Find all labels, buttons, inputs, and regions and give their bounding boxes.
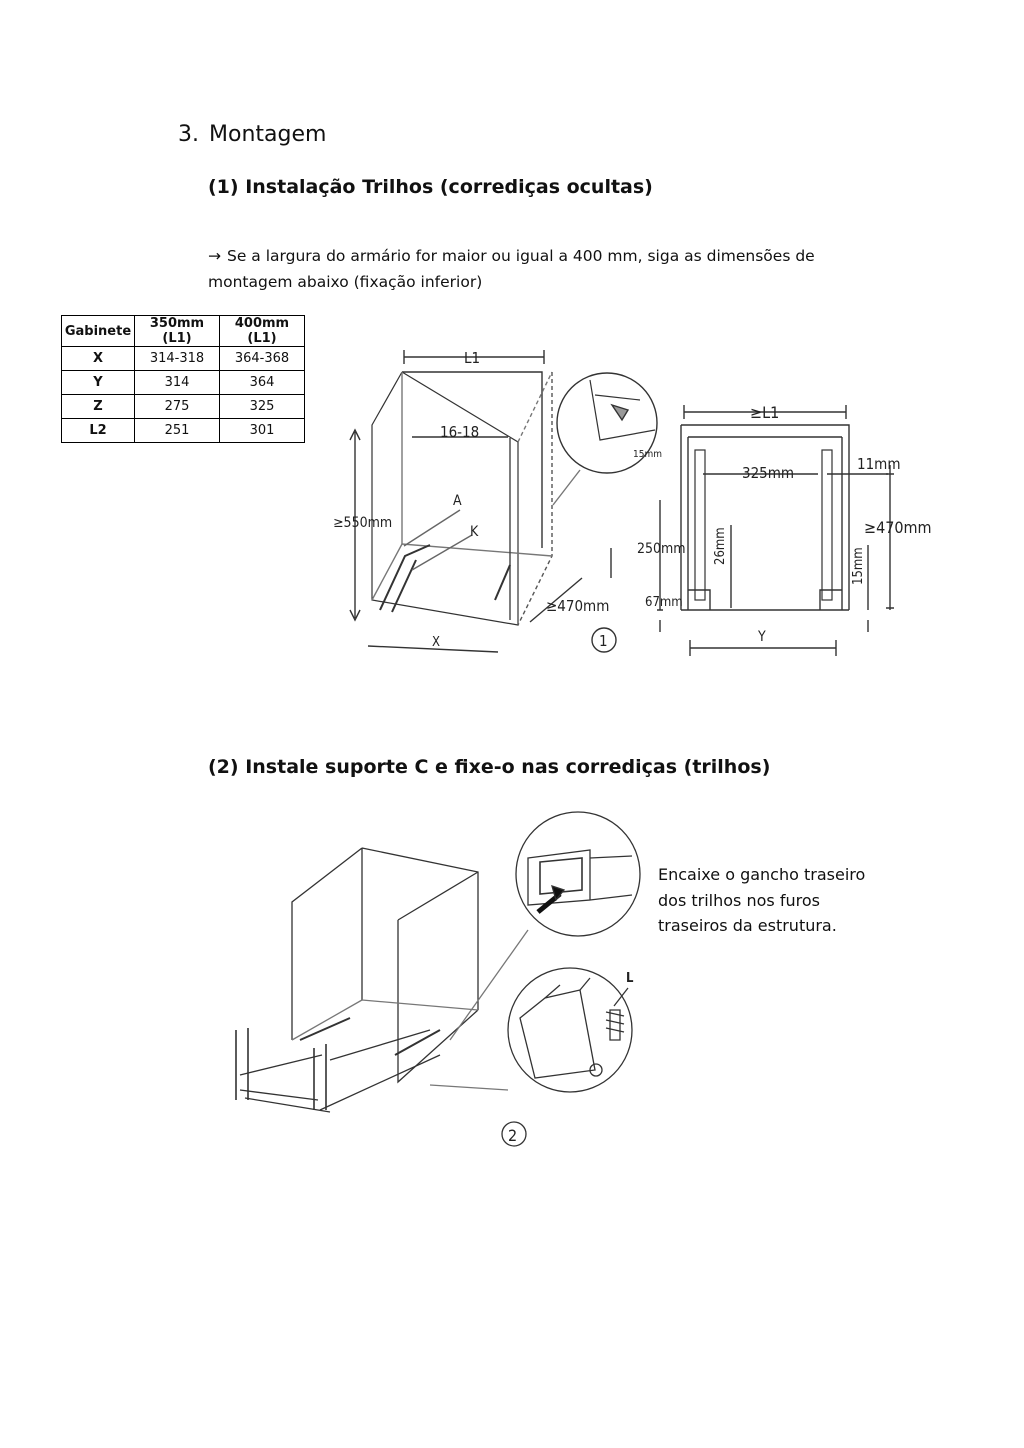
table-cell: 364 — [220, 371, 305, 395]
label-l1: L1 — [464, 349, 481, 367]
table-cell: 364-368 — [220, 347, 305, 371]
table-cell: 275 — [135, 395, 220, 419]
table-header: 350mm (L1) — [135, 316, 220, 347]
table-cell: L2 — [62, 419, 135, 443]
table-cell: 251 — [135, 419, 220, 443]
table-cell: 325 — [220, 395, 305, 419]
table-cell: Z — [62, 395, 135, 419]
table-cell: Y — [62, 371, 135, 395]
label-gap: 16-18 — [440, 423, 480, 441]
label-h470: ≥470mm — [864, 518, 932, 537]
label-depth: ≥470mm — [546, 597, 610, 615]
section-number: 3. — [178, 122, 199, 147]
table-cell: 301 — [220, 419, 305, 443]
label-detail: 15mm — [633, 449, 662, 460]
section-title: Montagem — [209, 122, 327, 147]
label-inner: 325mm — [742, 464, 795, 482]
note-line: Encaixe o gancho traseiro — [658, 865, 866, 884]
step2-note — [658, 862, 888, 939]
step1-text: Se a largura do armário for maior ou igual a 400 mm, siga as dimensões de montagem abaixo (fixação inferior) — [208, 247, 815, 291]
label-h15: 15mm — [851, 547, 866, 585]
table-cell: 314-318 — [135, 347, 220, 371]
label-a: A — [453, 493, 462, 509]
installation-diagram-1 — [0, 0, 1024, 700]
step-2-number: 2 — [508, 1126, 518, 1145]
table-cell: X — [62, 347, 135, 371]
label-k: K — [470, 524, 479, 540]
label-side: 11mm — [857, 455, 901, 473]
label-width: ≥L1 — [750, 403, 780, 422]
table-cell: 314 — [135, 371, 220, 395]
arrow-right-icon: → — [208, 247, 221, 265]
table-header: Gabinete — [62, 316, 135, 347]
label-x: X — [432, 635, 441, 650]
step2-title: (2) Instale suporte C e fixe-o nas corrediças (trilhos) — [208, 756, 771, 778]
label-h26: 26mm — [713, 527, 728, 565]
note-line: dos trilhos nos furos — [658, 890, 820, 910]
step-1-number: 1 — [599, 632, 608, 650]
installation-diagram-2 — [0, 800, 660, 1160]
note-line: traseiros da estrutura. — [658, 916, 837, 935]
label-l: L — [626, 971, 634, 986]
label-height: ≥550mm — [333, 515, 393, 531]
table-header: 400mm (L1) — [220, 316, 305, 347]
label-h67: 67mm — [645, 595, 683, 610]
step1-title: (1) Instalação Trilhos (corrediças ocultas) — [208, 176, 653, 198]
label-h250: 250mm — [637, 541, 686, 557]
label-y: Y — [758, 629, 766, 645]
